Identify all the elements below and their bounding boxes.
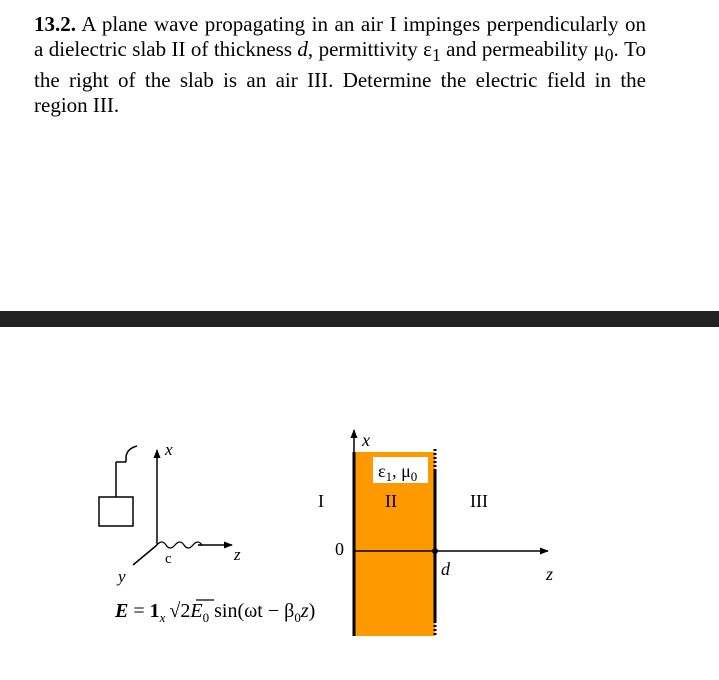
problem-text-4: . To the right of the slab is an air III. Determine the electric field in the region III. bbox=[34, 37, 646, 118]
problem-text-3: and permeability μ bbox=[440, 37, 605, 61]
speed-of-light-label: c bbox=[165, 551, 172, 567]
problem-text-2: , permittivity ε bbox=[307, 37, 432, 61]
thickness-symbol: d bbox=[297, 37, 308, 61]
slab-params-label: $\varepsilon_1$, $\mu_0$ bbox=[378, 461, 418, 484]
epsilon-subscript: 1 bbox=[431, 45, 441, 66]
wave-icon bbox=[157, 542, 202, 548]
slab-x-label: x bbox=[362, 430, 370, 450]
origin-label: 0 bbox=[335, 539, 344, 559]
region-I-label: I bbox=[318, 491, 324, 511]
mu-subscript: 0 bbox=[604, 45, 614, 66]
region-III-label: III bbox=[470, 491, 488, 511]
problem-number: 13.2. bbox=[34, 12, 76, 36]
slab-z-label: z bbox=[546, 564, 554, 584]
source-axes bbox=[133, 450, 232, 565]
source-y-label: y bbox=[118, 567, 126, 586]
problem-text-1: A plane wave propagating in an air I impinges perpendicularly on a dielectric slab II of thickness bbox=[34, 12, 646, 61]
thickness-d-label: d bbox=[441, 559, 450, 579]
source-z-label: z bbox=[234, 545, 241, 564]
d-point bbox=[432, 548, 438, 554]
region-II-label: II bbox=[385, 491, 397, 511]
source-y-axis bbox=[133, 545, 157, 565]
source-x-label: x bbox=[165, 440, 173, 459]
antenna-icon bbox=[99, 446, 137, 526]
incident-field-formula: $E = 1_x$ $√2E_0$ $\sin(\omega t - \beta_0z)$ bbox=[115, 600, 316, 625]
